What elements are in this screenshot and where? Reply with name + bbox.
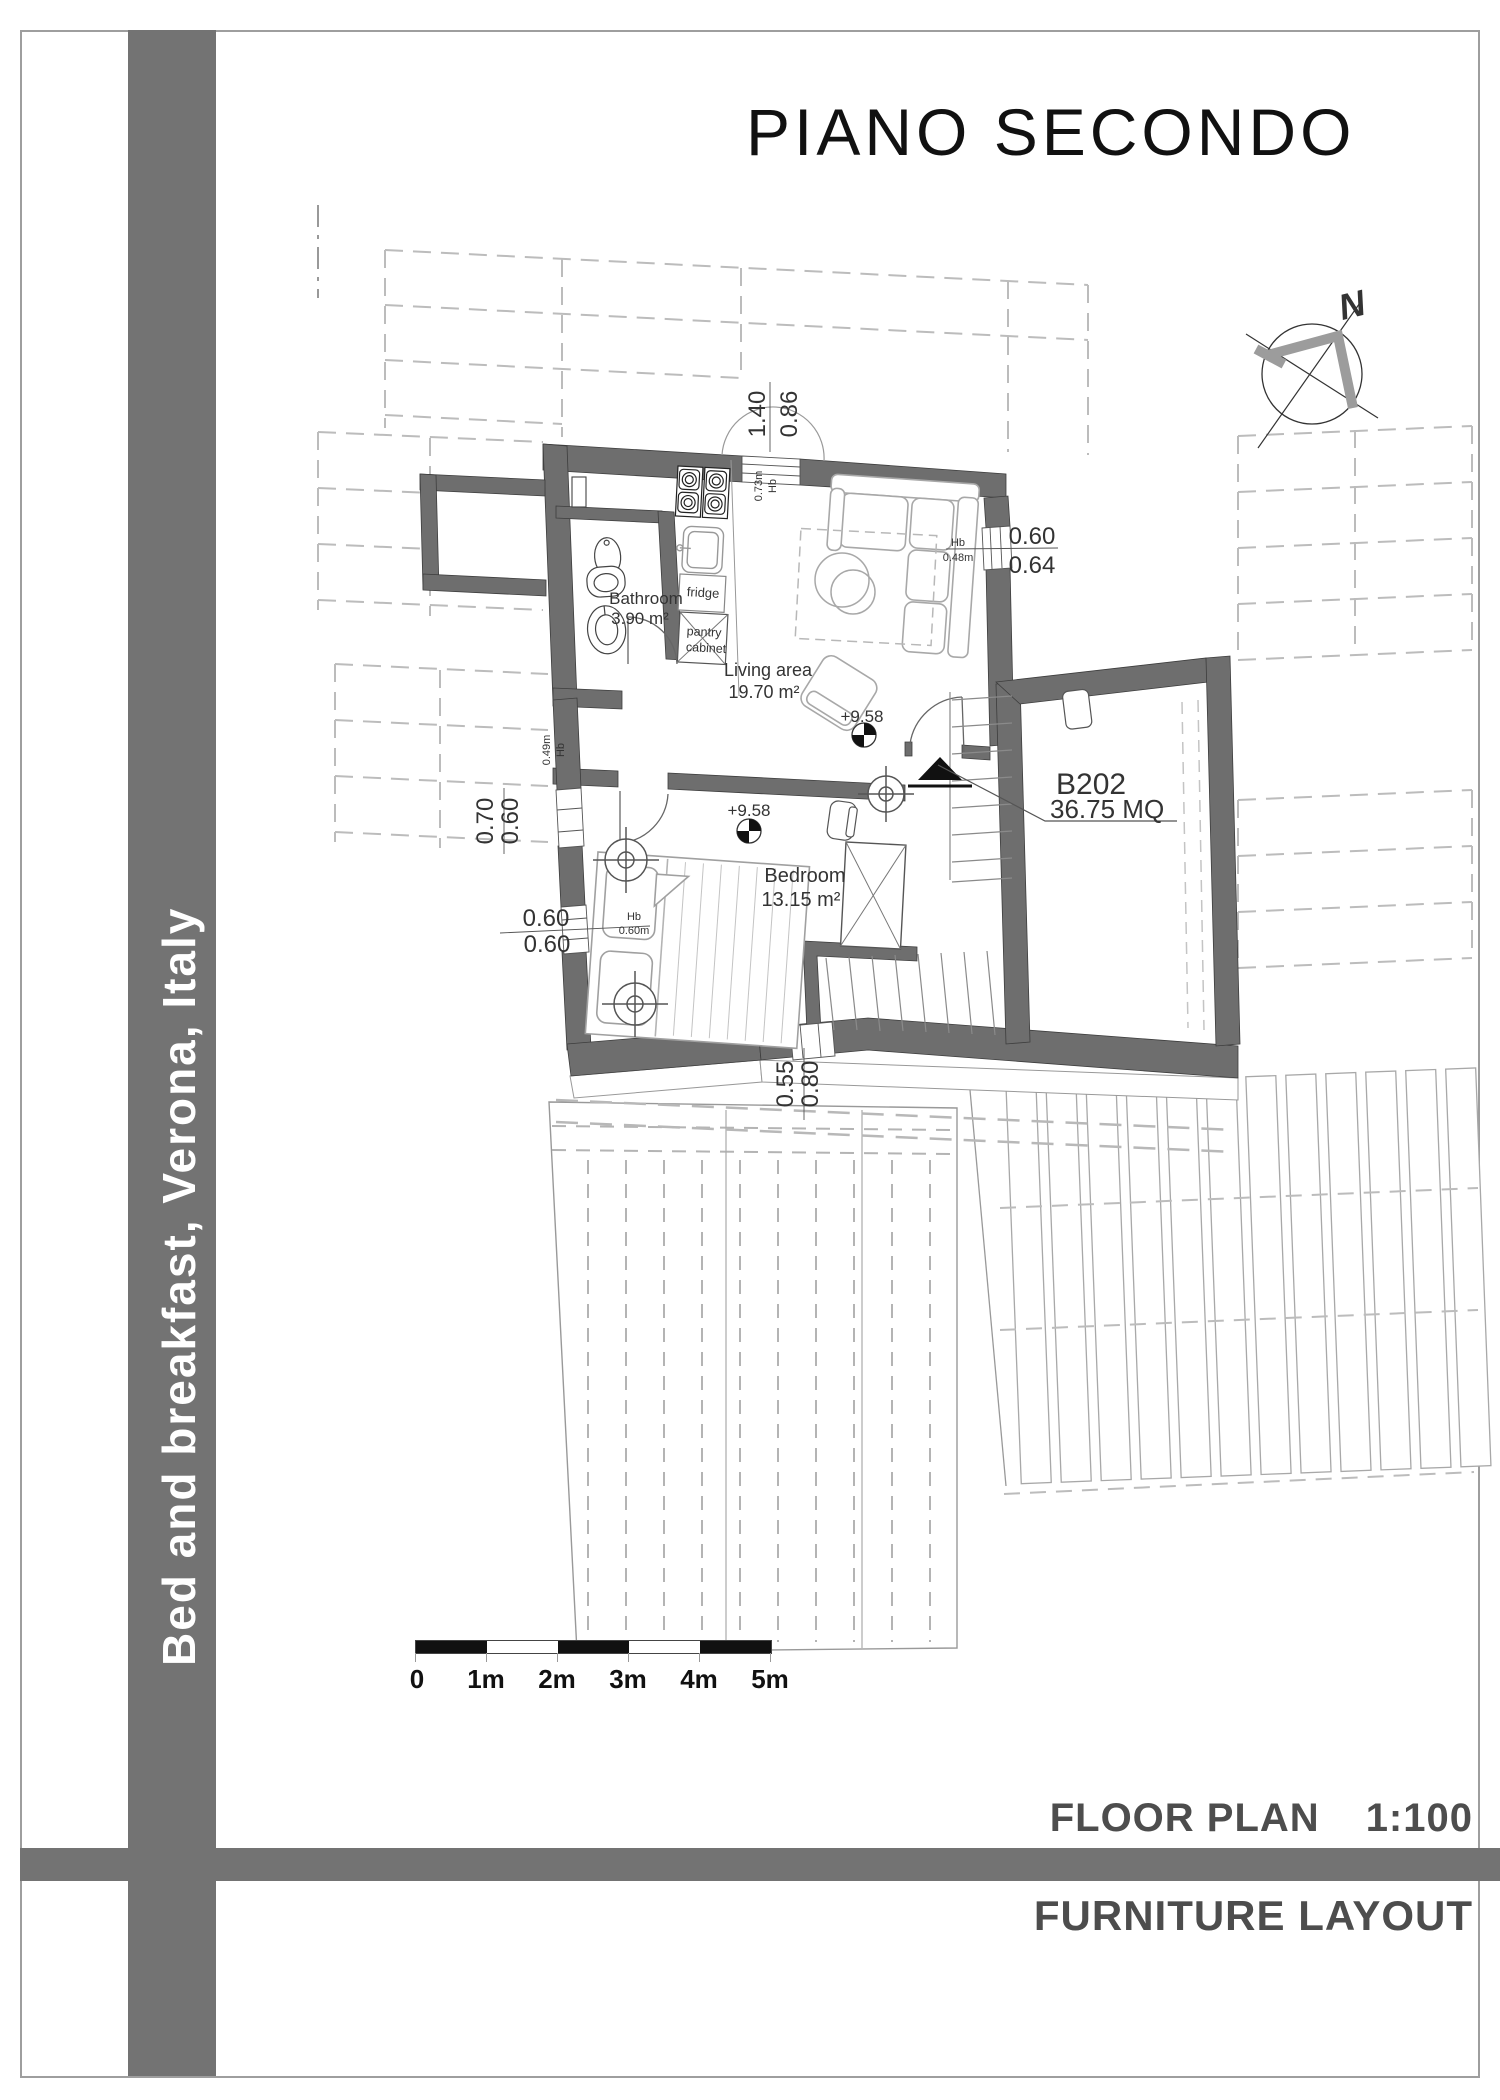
page-title: PIANO SECONDO (746, 95, 1356, 169)
bedroom-name-label: Bedroom (764, 865, 846, 887)
dim-bed-width: 0.60 (522, 905, 570, 932)
level-living-label: +9.58 (840, 707, 884, 726)
dim-bottom-height: 0.55 (772, 1060, 799, 1108)
scale-label-5m: 5m (751, 1664, 789, 1694)
dim-right-height: 0.64 (1008, 552, 1056, 579)
dim-left-width: 0.60 (497, 797, 524, 845)
closet-shelf (572, 477, 586, 507)
roof-left (549, 1102, 957, 1652)
scale-label-2m: 2m (538, 1664, 576, 1694)
scale-segment (558, 1641, 629, 1653)
living-area-label: 19.70 m² (728, 682, 800, 702)
dim-bottom-width: 0.80 (797, 1060, 824, 1108)
scale-tick (486, 1653, 487, 1662)
sill-right-value: 0.48m (942, 552, 974, 564)
b202-radiator (1062, 689, 1092, 730)
scale-label-1m: 1m (467, 1664, 505, 1694)
scale-tick (628, 1653, 629, 1662)
pantry-label-1: pantry (686, 624, 722, 640)
scale-tick (770, 1653, 771, 1662)
bathroom-area-label: 3.90 m² (611, 609, 669, 628)
sill-left-label: Hb (555, 742, 567, 758)
sill-top-label: Hb (767, 478, 779, 494)
wardrobe (841, 842, 906, 949)
scale-bar (409, 1640, 789, 1694)
scale-label-4m: 4m (680, 1664, 718, 1694)
dim-right-width: 0.60 (1008, 523, 1056, 550)
drawing-scale: 1:100 (1365, 1796, 1473, 1840)
drawing-name: FLOOR PLAN (1049, 1796, 1320, 1840)
sill-left-value: 0.49m (541, 734, 553, 766)
sill-bed-value: 0.60m (618, 925, 650, 937)
scale-segment (629, 1641, 700, 1653)
scale-label-3m: 3m (609, 1664, 647, 1694)
scale-label-0: 0 (409, 1664, 425, 1694)
living-name-label: Living area (723, 660, 813, 680)
north-label: N (1334, 281, 1370, 328)
scale-segment (700, 1641, 771, 1653)
sill-bed-label: Hb (626, 911, 642, 923)
sill-top-value: 0.73m (753, 470, 765, 502)
sill-right-label: Hb (950, 537, 966, 549)
scale-tick (699, 1653, 700, 1662)
dim-top-width: 1.40 (744, 390, 771, 438)
bathroom-name-label: Bathroom (609, 589, 683, 608)
unit-area-label: 36.75 MQ (1050, 794, 1165, 824)
level-bedroom-label: +9.58 (727, 801, 771, 820)
layout-name: FURNITURE LAYOUT (1033, 1892, 1473, 1939)
dim-top-height: 0.86 (776, 390, 803, 438)
scale-tick (415, 1653, 416, 1662)
bedroom-chair (826, 800, 858, 841)
project-title-vertical: Bed and breakfast, Verona, Italy (153, 906, 205, 1666)
scale-tick (557, 1653, 558, 1662)
compass (1246, 282, 1378, 448)
footer-band (20, 1848, 1500, 1881)
pantry-label-2: cabinet (685, 639, 727, 657)
dim-bed-height: 0.60 (523, 931, 571, 958)
roof-right (970, 1068, 1491, 1494)
unit-code-label: B202 (1056, 768, 1127, 801)
scale-segment (487, 1641, 558, 1653)
bedroom-area-label: 13.15 m² (761, 889, 841, 911)
scale-bar-segments (415, 1640, 772, 1654)
fridge-label: fridge (686, 584, 720, 601)
drawing-title-line (1050, 1796, 1473, 1841)
scale-segment (416, 1641, 487, 1653)
dim-left-height: 0.70 (472, 797, 499, 845)
